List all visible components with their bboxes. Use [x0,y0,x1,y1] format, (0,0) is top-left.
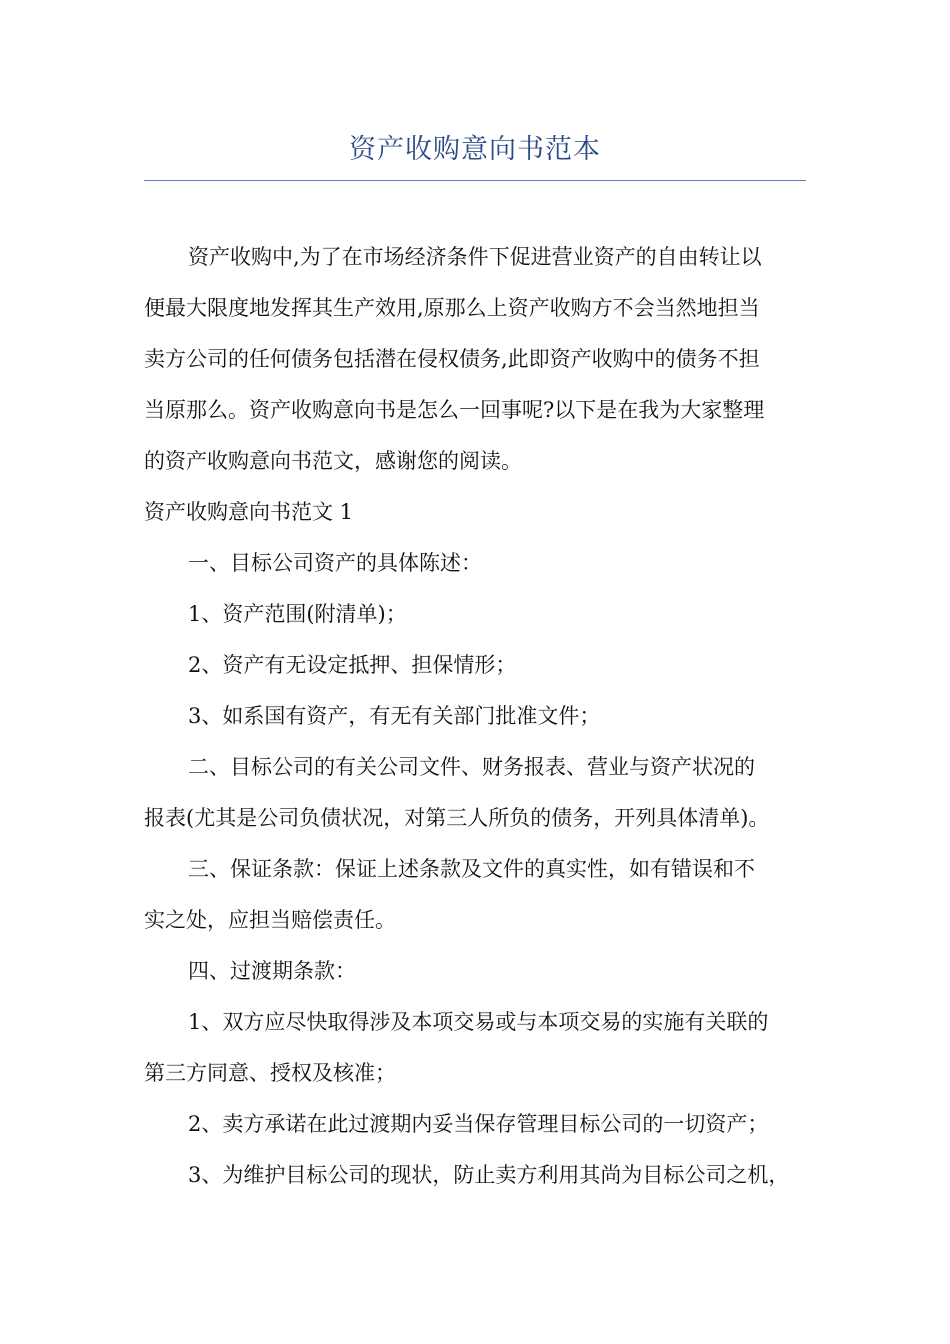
section-heading: 资产收购意向书范文 1 [144,500,354,524]
clause-heading: 二、目标公司的有关公司文件、财务报表、营业与资产状况的 [188,755,755,779]
paragraph-line: 实之处，应担当赔偿责任。 [144,908,396,932]
list-item: 3、为维护目标公司的现状，防止卖方利用其尚为目标公司之机， [188,1163,790,1187]
document-body [144,232,806,1201]
list-item: 1、资产范围(附清单)； [188,602,407,626]
document-title: 资产收购意向书范本 [349,134,601,165]
list-item: 2、卖方承诺在此过渡期内妥当保存管理目标公司的一切资产； [188,1112,769,1136]
title-divider [144,180,806,181]
clause-heading: 三、保证条款：保证上述条款及文件的真实性，如有错误和不 [188,857,755,881]
paragraph-line: 资产收购中,为了在市场经济条件下促进营业资产的自由转让以 [188,245,762,269]
list-item: 2、资产有无设定抵押、担保情形； [188,653,517,677]
clause-heading: 四、过渡期条款： [188,959,356,983]
clause-heading: 一、目标公司资产的具体陈述： [188,551,482,575]
paragraph-line: 卖方公司的任何债务包括潜在侵权债务,此即资产收购中的债务不担 [144,347,760,371]
paragraph-line: 的资产收购意向书范文，感谢您的阅读。 [144,449,522,473]
list-item: 3、如系国有资产，有无有关部门批准文件； [188,704,601,728]
paragraph-line: 第三方同意、授权及核准； [144,1061,396,1085]
paragraph-line: 报表(尤其是公司负债状况，对第三人所负的债务，开列具体清单)。 [144,806,770,830]
paragraph-line: 当原那么。资产收购意向书是怎么一回事呢?以下是在我为大家整理 [144,398,765,422]
paragraph-line: 便最大限度地发挥其生产效用,原那么上资产收购方不会当然地担当 [144,296,760,320]
list-item: 1、双方应尽快取得涉及本项交易或与本项交易的实施有关联的 [188,1010,769,1034]
